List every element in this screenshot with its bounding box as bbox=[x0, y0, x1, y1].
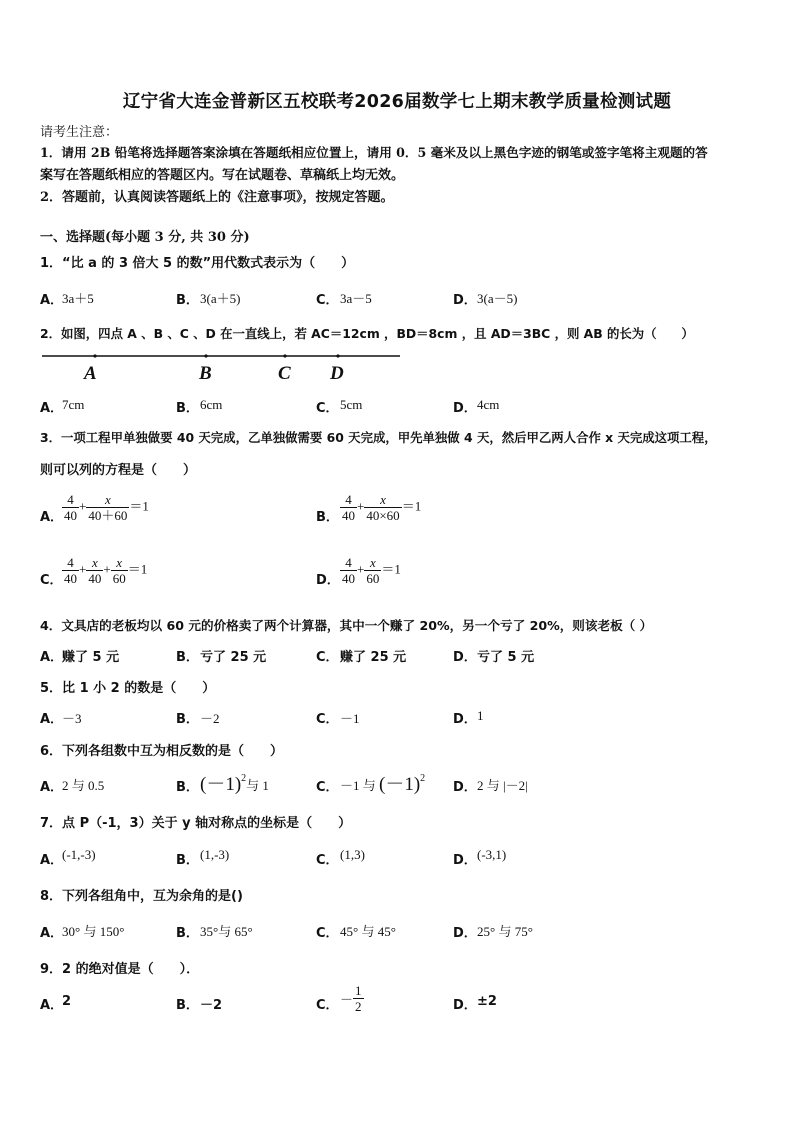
q3-option-b: $\frac{4}{40}$ + $\frac{x}{40\times 60}$ ＝1 bbox=[342, 492, 422, 523]
q4-option-d-label: D． bbox=[453, 650, 477, 665]
question-4-stem: 4．文具店的老板均以 60 元的价格卖了两个计算器，其中一个赚了 20%，另一个亏了 20%，则该老板（ ） bbox=[40, 618, 653, 633]
question-5-stem: 5．比 1 小 2 的数是（ ） bbox=[40, 681, 216, 696]
q7-option-b-label: B． bbox=[176, 853, 199, 868]
q2-option-b: 6cm bbox=[200, 397, 223, 412]
q6-option-c: －1 与 $(-1)^2$ bbox=[340, 773, 426, 795]
q3-a-fraction-1: $\frac{4}{40}$ bbox=[64, 492, 77, 523]
q4-option-c: 赚了 25 元 bbox=[340, 650, 407, 665]
q3-option-c: $\frac{4}{40}$ + $\frac{x}{40}$ + $\frac{x}{60}$ ＝1 bbox=[64, 555, 148, 586]
notice-line-1a: 1．请用 2B 铅笔将选择题答案涂填在答题纸相应位置上，请用 0．5 毫米及以上黑色字迹的钢笔或签字笔将主观题的答 bbox=[40, 145, 708, 160]
q4-option-a-label: A． bbox=[40, 650, 64, 665]
q3-c-fraction-1: $\frac{4}{40}$ bbox=[64, 555, 77, 586]
q5-option-b-label: B． bbox=[176, 712, 199, 727]
page-title: 辽宁省大连金普新区五校联考2026届数学七上期末教学质量检测试题 bbox=[122, 92, 672, 112]
question-2-stem: 2．如图，四点 A 、B 、C 、D 在一直线上，若 AC＝12cm ，BD＝8cm ，且 AD＝3BC ，则 AB 的长为（ ） bbox=[40, 326, 694, 341]
q3-c-fraction-3: $\frac{x}{60}$ bbox=[112, 555, 126, 586]
q7-option-a: (-1,-3) bbox=[62, 847, 96, 862]
q8-option-b: 35°与 65° bbox=[200, 924, 253, 939]
q4-option-b-label: B． bbox=[176, 650, 199, 665]
notice-line-2: 2．答题前，认真阅读答题纸上的《注意事项》，按规定答题。 bbox=[40, 190, 394, 205]
q8-option-a: 30° 与 150° bbox=[62, 924, 125, 939]
section-heading: 一、选择题(每小题 3 分, 共 30 分) bbox=[40, 230, 250, 245]
q2-option-a-label: A． bbox=[40, 401, 64, 416]
q6-option-b-label: B． bbox=[176, 780, 199, 795]
q5-option-c-label: C． bbox=[316, 712, 339, 727]
q1-option-a: 3a＋5 bbox=[62, 291, 94, 306]
q3-d-fraction-1: $\frac{4}{40}$ bbox=[342, 555, 355, 586]
q5-option-a: －3 bbox=[62, 711, 82, 726]
q5-option-b: －2 bbox=[200, 711, 220, 726]
q4-option-d: 亏了 5 元 bbox=[477, 650, 535, 665]
q8-option-d-label: D． bbox=[453, 926, 477, 941]
q2-point-b bbox=[204, 354, 207, 357]
question-3-stem-line-2: 则可以列的方程是（ ） bbox=[40, 463, 197, 478]
q3-option-b-label: B． bbox=[316, 510, 339, 525]
q6-option-b: $(-1)^2$与 1 bbox=[200, 773, 269, 795]
q7-option-a-label: A． bbox=[40, 853, 64, 868]
q1-option-b: 3(a＋5) bbox=[200, 291, 241, 306]
question-3-stem-line-1: 3．一项工程甲单独做要 40 天完成，乙单独做需要 60 天完成，甲先单独做 4 天，然后甲乙两人合作 x 天完成这项工程， bbox=[40, 430, 717, 445]
q3-d-fraction-2: $\frac{x}{60}$ bbox=[366, 555, 380, 586]
q9-option-c-label: C． bbox=[316, 998, 339, 1013]
q7-option-d: (-3,1) bbox=[477, 847, 507, 862]
notice-line-1b: 案写在答题纸相应的答题区内。写在试题卷、草稿纸上均无效。 bbox=[40, 168, 405, 183]
q8-option-d: 25° 与 75° bbox=[477, 924, 533, 939]
q4-option-a: 赚了 5 元 bbox=[62, 650, 120, 665]
q8-option-c: 45° 与 45° bbox=[340, 924, 396, 939]
q6-option-a: 2 与 0.5 bbox=[62, 778, 105, 793]
question-1-stem: 1．“比 a 的 3 倍大 5 的数”用代数式表示为（ ） bbox=[40, 256, 355, 271]
q9-c-fraction: $\frac{1}{2}$ bbox=[355, 983, 362, 1014]
q1-option-b-label: B． bbox=[176, 293, 199, 308]
q6-option-d-label: D． bbox=[453, 780, 477, 795]
q6-option-c-label: C． bbox=[316, 780, 339, 795]
question-7-stem: 7．点 P（-1，3）关于 y 轴对称点的坐标是（ ） bbox=[40, 816, 352, 831]
q3-option-a: $\frac{4}{40}$ + $\frac{x}{40+60}$ ＝1 bbox=[64, 492, 149, 523]
q4-option-b: 亏了 25 元 bbox=[200, 650, 267, 665]
q3-option-a-label: A． bbox=[40, 510, 64, 525]
q3-c-fraction-2: $\frac{x}{40}$ bbox=[88, 555, 102, 586]
question-9-stem: 9．2 的绝对值是（ ）． bbox=[40, 962, 200, 977]
q9-option-a-label: A． bbox=[40, 998, 64, 1013]
q1-option-c: 3a－5 bbox=[340, 291, 372, 306]
q2-point-c bbox=[283, 354, 286, 357]
q9-option-d: ±2 bbox=[477, 994, 497, 1009]
q7-option-c: (1,3) bbox=[340, 847, 365, 862]
q6-option-a-label: A． bbox=[40, 780, 64, 795]
q3-b-fraction-1: $\frac{4}{40}$ bbox=[342, 492, 355, 523]
q7-option-d-label: D． bbox=[453, 853, 477, 868]
question-6-stem: 6．下列各组数中互为相反数的是（ ） bbox=[40, 744, 284, 759]
q2-option-c-label: C． bbox=[316, 401, 339, 416]
q8-option-c-label: C． bbox=[316, 926, 339, 941]
q9-option-b: －2 bbox=[200, 998, 223, 1013]
q3-b-fraction-2: $\frac{x}{40\times 60}$ bbox=[366, 492, 400, 523]
q2-option-d-label: D． bbox=[453, 401, 477, 416]
q9-option-d-label: D． bbox=[453, 998, 477, 1013]
q1-option-c-label: C． bbox=[316, 293, 339, 308]
q9-option-b-label: B． bbox=[176, 998, 199, 1013]
q1-option-d-label: D． bbox=[453, 293, 477, 308]
q7-option-c-label: C． bbox=[316, 853, 339, 868]
q2-option-b-label: B． bbox=[176, 401, 199, 416]
q2-option-a: 7cm bbox=[62, 397, 85, 412]
q2-option-d: 4cm bbox=[477, 397, 500, 412]
q5-option-c: －1 bbox=[340, 711, 360, 726]
q2-option-c: 5cm bbox=[340, 397, 363, 412]
q2-label-d: D bbox=[330, 363, 344, 384]
q9-option-a: 2 bbox=[62, 994, 72, 1009]
q1-option-a-label: A． bbox=[40, 293, 64, 308]
q3-option-d: $\frac{4}{40}$ + $\frac{x}{60}$ ＝1 bbox=[342, 555, 401, 586]
q2-label-c: C bbox=[278, 363, 291, 384]
q2-point-a bbox=[93, 354, 96, 357]
q5-option-d: 1 bbox=[477, 708, 484, 723]
q7-option-b: (1,-3) bbox=[200, 847, 230, 862]
notice-heading: 请考生注意： bbox=[40, 125, 119, 140]
q2-point-d bbox=[336, 354, 339, 357]
q2-label-b: B bbox=[199, 363, 212, 384]
q8-option-a-label: A． bbox=[40, 926, 64, 941]
q6-option-d: 2 与 |－2| bbox=[477, 778, 528, 793]
q8-option-b-label: B． bbox=[176, 926, 199, 941]
q5-option-a-label: A． bbox=[40, 712, 64, 727]
q4-option-c-label: C． bbox=[316, 650, 339, 665]
q5-option-d-label: D． bbox=[453, 712, 477, 727]
q3-option-c-label: C． bbox=[40, 573, 63, 588]
question-8-stem: 8．下列各组角中，互为余角的是() bbox=[40, 889, 243, 904]
q1-option-d: 3(a－5) bbox=[477, 291, 518, 306]
q3-a-fraction-2: $\frac{x}{40+60}$ bbox=[88, 492, 128, 523]
q3-option-d-label: D． bbox=[316, 573, 340, 588]
q2-label-a: A bbox=[84, 363, 97, 384]
q9-option-c: － $\frac{1}{2}$ bbox=[340, 983, 362, 1014]
